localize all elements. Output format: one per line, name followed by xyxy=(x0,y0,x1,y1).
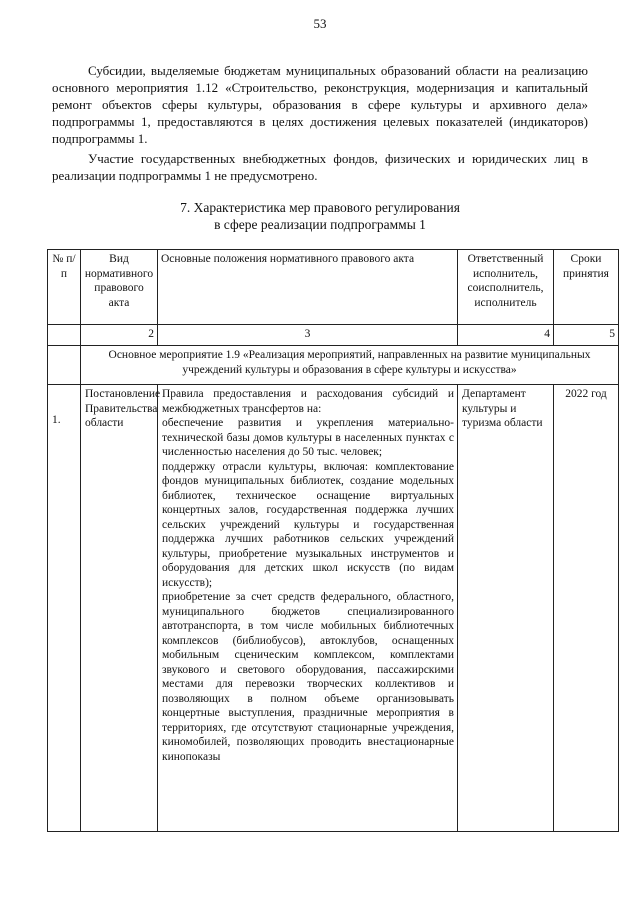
event-title: Основное мероприятие 1.9 «Реализация мероприятий, направленных на развитие муниципальных учреждений культуры и образования в сфере культуры и искусства» xyxy=(81,346,619,385)
column-number-3: 3 xyxy=(158,325,458,346)
paragraph-participation: Участие государственных внебюджетных фондов, физических и юридических лиц в реализации подпрограммы 1 не предусмотрено. xyxy=(52,151,588,183)
section-title xyxy=(0,199,640,233)
header-act-type: Вид нормативного правового акта xyxy=(81,250,158,325)
row-term: 2022 год xyxy=(554,385,619,832)
event-row xyxy=(48,346,619,385)
main-provisions-item: обеспечение развития и укрепления материально-технической базы домов культуры в населенных пунктах с численностью населения до 50 тыс. человек; xyxy=(162,417,454,458)
main-provisions-item: приобретение за счет средств федерального, областного, муниципального бюджетов специализированного автотранспорта, в том числе мобильных библиотечных комплексов (библиобусов), автоклубов, оснащенных мобильным сценическим комплексом, комплектами звукового и светового оборудования, пассажирскими местами для перевозки творческих коллективов и позволяющих в полном объеме организовывать концертные выступления, праздничные мероприятия в территориях, где отсутствуют стационарные учреждения, киномобилей, позволяющих проводить внестационарные кинопоказы xyxy=(162,591,454,763)
table-row xyxy=(48,385,619,832)
column-number-1 xyxy=(48,325,81,346)
header-responsible: Ответственный исполнитель, соисполнитель, исполнитель xyxy=(458,250,554,325)
row-number: 1. xyxy=(48,385,81,832)
event-row-spacer xyxy=(48,346,81,385)
header-main-provisions: Основные положения нормативного правового акта xyxy=(158,250,458,325)
column-number-4: 4 xyxy=(458,325,554,346)
main-provisions-item: поддержку отрасли культуры, включая: комплектование фондов муниципальных библиотек, создание модельных библиотек, техническое оснащение виртуальных концертных залов, государственная поддержка лучших сельских учреждений культуры и государственная поддержка лучших работников сельских учреждений культуры, приобретение музыкальных инструментов и оборудования для детских школ искусств (по видам искусств); xyxy=(162,460,454,589)
page-number: 53 xyxy=(313,16,327,31)
main-provisions-intro: Правила предоставления и расходования субсидий и межбюджетных трансфертов на: xyxy=(162,388,454,415)
row-act-type: Постановление Правительства области xyxy=(81,385,158,832)
paragraph-subsidies: Субсидии, выделяемые бюджетам муниципальных образований области на реализацию основного мероприятия 1.12 «Строительство, реконструкция, модернизация и капитальный ремонт объектов сферы культуры, образования в сфере культуры и архивного дела» подпрограммы 1, предоставляются в целях достижения целевых показателей (индикаторов) подпрограммы 1. xyxy=(52,63,588,146)
section-title-line1: 7. Характеристика мер правового регулирования xyxy=(180,200,460,215)
section-title-line2: в сфере реализации подпрограммы 1 xyxy=(214,217,426,232)
header-num: № п/п xyxy=(48,250,81,325)
header-term: Сроки принятия xyxy=(554,250,619,325)
row-main-provisions xyxy=(158,385,458,832)
legal-acts-table xyxy=(47,249,619,832)
column-number-2: 2 xyxy=(81,325,158,346)
row-responsible: Департамент культуры и туризма области xyxy=(458,385,554,832)
column-number-5: 5 xyxy=(554,325,619,346)
column-number-row xyxy=(48,325,619,346)
table-header-row xyxy=(48,250,619,325)
